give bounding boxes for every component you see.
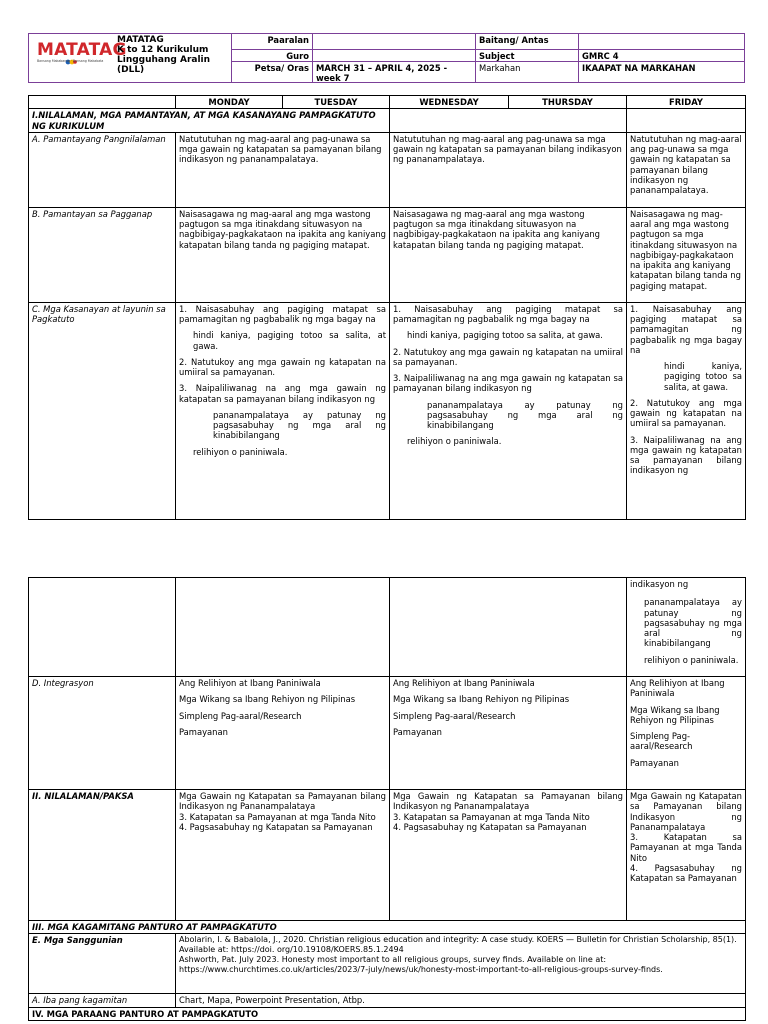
day-header-tuesday: TUESDAY xyxy=(283,96,390,109)
fri-paksa xyxy=(627,790,746,921)
section4-title: IV. MGA PARAANG PANTURO AT PAMPAGKATUTO xyxy=(29,1007,746,1020)
empty-cell xyxy=(176,578,390,677)
fri-pangnilalaman: Natututuhan ng mag-aaral ang pag-unawa sa mga gawain ng katapatan sa pamayanan bilang indikasyon ng pananampalataya. xyxy=(627,132,746,207)
title-line: K to 12 Kurikulum xyxy=(117,45,209,56)
logo-text: MATATAG xyxy=(37,40,127,60)
wed-thu-pagganap: Naisasagawa ng mag-aaral ang mga wastong pagtugon sa mga itinakdang situwasyon na nagbibigay-pagkakataon na ipakita ang kaniyang katapatan bilang tanda ng pagiging matapat. xyxy=(390,207,627,302)
objective-3-cont: pananampalataya ay patunay ng pagsasabuhay ng mga aral ng kinabibilangang xyxy=(427,399,623,430)
logo-tagline: Bansang Makabansa · Bansang Makabata xyxy=(37,59,104,63)
empty-cell xyxy=(390,578,627,677)
row-label-pamantayan-sa-pagganap: B. Pamantayan sa Pagganap xyxy=(29,207,176,302)
corner-cell xyxy=(29,96,176,109)
objective-3-cont: pananampalataya ay patunay ng pagsasabuhay ng mga aral ng kinabibilangang xyxy=(644,597,742,649)
petsa-value: MARCH 31 – APRIL 4, 2025 - week 7 xyxy=(313,62,476,83)
objective-3-end: relihiyon o paniniwala. xyxy=(407,436,502,447)
subject-label: Subject xyxy=(476,50,579,62)
row-label-nilalaman-paksa: II. NILALAMAN/PAKSA xyxy=(29,790,176,921)
mon-tue-pangnilalaman: Natututuhan ng mag-aaral ang pag-unawa sa mga gawain ng katapatan sa pamayanan bilang indikasyon ng pananampalataya. xyxy=(176,132,390,207)
paksa-line: 3. Katapatan sa Pamayanan at mga Tanda Nito xyxy=(630,832,742,863)
baitang-value[interactable] xyxy=(579,34,745,50)
integrasyon-item: Simpleng Pag-aaral/Research xyxy=(630,731,693,752)
day-header-monday: MONDAY xyxy=(176,96,283,109)
integrasyon-item: Ang Relihiyon at Ibang Paniniwala xyxy=(393,678,535,688)
integrasyon-item: Pamayanan xyxy=(630,757,679,768)
empty-cell xyxy=(627,109,746,133)
paksa-line: Mga Gawain ng Katapatan sa Pamayanan bilang Indikasyon ng Pananampalataya xyxy=(393,791,623,812)
integrasyon-item: Mga Wikang sa Ibang Rehiyon ng Pilipinas xyxy=(393,694,570,705)
baitang-label: Baitang/ Antas xyxy=(476,34,579,50)
fri-pagganap: Naisasagawa ng mag-aaral ang mga wastong pagtugon sa mga itinakdang situwasyon na nagbibigay-pagkakataon na ipakita ang kaniyang katapatan bilang tanda ng pagiging matapat. xyxy=(627,207,746,302)
section1-title: I.NILALAMAN, MGA PAMANTAYAN, AT MGA KASANAYANG PAMPAGKATUTO NG KURIKULUM xyxy=(29,109,390,133)
petsa-label: Petsa/ Oras xyxy=(231,62,313,83)
day-header-wednesday: WEDNESDAY xyxy=(390,96,509,109)
objective-3: 3. Naipaliliwanag na ang mga gawain ng katapatan sa pamayanan bilang indikasyon ng xyxy=(393,373,623,394)
day-header-friday: FRIDAY xyxy=(627,96,746,109)
objective-1: 1. Naisasabuhay ang pagiging matapat sa pamamagitan ng pagbabalik ng mga bagay na xyxy=(393,303,623,324)
objective-3-cont: pananampalataya ay patunay ng pagsasabuhay ng mga aral ng kinabibilangang xyxy=(213,409,386,441)
iba-pang-kagamitan-content: Chart, Mapa, Powerpoint Presentation, Atbp. xyxy=(176,994,746,1007)
objective-1-cont: hindi kaniya, pagiging totoo sa salita, at gawa. xyxy=(664,361,742,392)
fri-integrasyon xyxy=(627,677,746,790)
row-label-integrasyon: D. Integrasyon xyxy=(29,677,176,790)
reference-line: Ashworth, Pat. July 2023. Honesty most important to all religious groups, survey finds. Available on line at: xyxy=(179,954,607,964)
paksa-line: Mga Gawain ng Katapatan sa Pamayanan bilang Indikasyon ng Pananampalataya xyxy=(630,791,742,832)
mon-tue-integrasyon xyxy=(176,677,390,790)
integrasyon-item: Simpleng Pag-aaral/Research xyxy=(393,710,516,721)
fri-kasanayan xyxy=(627,302,746,519)
dll-table-page2 xyxy=(28,577,746,1021)
reference-line: https://www.churchtimes.co.uk/articles/2023/7-july/news/uk/honesty-most-important-to-all-religious-groups-survey-finds. xyxy=(179,964,663,974)
section3-title: III. MGA KAGAMITANG PANTURO AT PAMPAGKATUTO xyxy=(29,921,746,934)
objective-1-cont: hindi kaniya, pagiging totoo sa salita, at gawa. xyxy=(407,330,603,341)
reference-line: Available at: https://doi. org/10.19108/KOERS.85.1.2494 xyxy=(179,945,404,954)
paksa-line: 4. Pagsasabuhay ng Katapatan sa Pamayanan xyxy=(393,821,587,832)
mon-tue-paksa xyxy=(176,790,390,921)
wed-thu-paksa xyxy=(390,790,627,921)
paksa-line: 3. Katapatan sa Pamayanan at mga Tanda Nito xyxy=(179,811,376,822)
day-header-thursday: THURSDAY xyxy=(509,96,627,109)
integrasyon-item: Ang Relihiyon at Ibang Paniniwala xyxy=(630,678,725,699)
title-line: Lingguhang Aralin xyxy=(117,55,211,66)
mon-tue-pagganap: Naisasagawa ng mag-aaral ang mga wastong pagtugon sa mga itinakdang situwasyon na nagbibigay-pagkakataon na ipakita ang kaniyang katapatan bilang tanda ng pagiging matapat. xyxy=(176,207,390,302)
markahan-label: Markahan xyxy=(476,62,579,83)
objective-3-cont: indikasyon ng xyxy=(630,579,689,589)
integrasyon-item: Mga Wikang sa Ibang Rehiyon ng Pilipinas xyxy=(179,694,356,705)
objective-3-end: relihiyon o paniniwala. xyxy=(193,446,288,457)
row-label-sanggunian xyxy=(29,934,176,994)
integrasyon-item: Pamayanan xyxy=(179,726,228,737)
objective-1: 1. Naisasabuhay ang pagiging matapat sa pamamagitan ng pagbabalik ng mga bagay na xyxy=(179,303,386,324)
mon-tue-kasanayan xyxy=(176,302,390,519)
reference-line: Abolarin, I. & Babalola, J., 2020. Christian religious education and integrity: A case study. KOERS — Bulletin for Christian Scholarship, 85(1). xyxy=(179,935,737,945)
objective-3: 3. Naipaliliwanag na ang mga gawain ng katapatan sa pamayanan bilang indikasyon ng xyxy=(179,383,386,404)
dll-table-page1 xyxy=(28,95,746,520)
objective-3-end: relihiyon o paniniwala. xyxy=(644,654,739,665)
objective-1: 1. Naisasabuhay ang pagiging matapat sa pamamagitan ng pagbabalik ng mga bagay na xyxy=(630,303,742,355)
wed-thu-pangnilalaman: Natututuhan ng mag-aaral ang pag-unawa sa mga gawain ng katapatan sa pamayanan bilang indikasyon ng pananampalataya. xyxy=(390,132,627,207)
title-line: (DLL) xyxy=(117,65,145,76)
wed-thu-integrasyon xyxy=(390,677,627,790)
dll-header xyxy=(28,33,745,83)
row-label-pamantayang-pangnilalaman: A. Pamantayang Pangnilalaman xyxy=(29,132,176,207)
wed-thu-kasanayan xyxy=(390,302,627,519)
sanggunian-label: E. Mga Sanggunian xyxy=(32,935,123,946)
objective-2: 2. Natutukoy ang mga gawain ng katapatan na umiiral sa pamayanan. xyxy=(179,356,386,377)
integrasyon-item: Ang Relihiyon at Ibang Paniniwala xyxy=(179,678,321,688)
sanggunian-content xyxy=(176,934,746,994)
guro-label: Guro xyxy=(231,50,313,62)
title-line: MATATAG xyxy=(117,35,164,45)
subject-value: GMRC 4 xyxy=(579,50,745,62)
objective-3-partial: 3. Naipaliliwanag na ang mga gawain ng katapatan sa pamayanan bilang indikasyon ng xyxy=(630,434,742,476)
objective-1-cont: hindi kaniya, pagiging totoo sa salita, at gawa. xyxy=(193,330,386,351)
objective-2: 2. Natutukoy ang mga gawain ng katapatan na umiiral sa pamayanan. xyxy=(393,346,623,367)
markahan-value: IKAAPAT NA MARKAHAN xyxy=(582,63,696,73)
paksa-line: 4. Pagsasabuhay ng Katapatan sa Pamayanan xyxy=(179,821,373,832)
integrasyon-item: Mga Wikang sa Ibang Rehiyon ng Pilipinas xyxy=(630,704,720,725)
integrasyon-item: Simpleng Pag-aaral/Research xyxy=(179,710,302,721)
objective-2: 2. Natutukoy ang mga gawain ng katapatan na umiiral sa pamayanan. xyxy=(630,397,742,429)
paksa-line: Mga Gawain ng Katapatan sa Pamayanan bilang Indikasyon ng Pananampalataya xyxy=(179,791,386,812)
empty-cell xyxy=(390,109,627,133)
paksa-line: 4. Pagsasabuhay ng Katapatan sa Pamayanan xyxy=(630,862,742,883)
integrasyon-item: Pamayanan xyxy=(393,726,442,737)
empty-cell xyxy=(29,578,176,677)
guro-value[interactable] xyxy=(313,50,476,62)
paaralan-value[interactable] xyxy=(313,34,476,50)
row-label-iba-pang-kagamitan: A. Iba pang kagamitan xyxy=(29,994,176,1007)
paksa-line: 3. Katapatan sa Pamayanan at mga Tanda Nito xyxy=(393,811,590,822)
paaralan-label: Paaralan xyxy=(231,34,313,50)
fri-kasanayan-continued xyxy=(627,578,746,677)
matatag-logo xyxy=(37,40,127,70)
row-label-kasanayan: C. Mga Kasanayan at layunin sa Pagkatuto xyxy=(29,302,176,519)
